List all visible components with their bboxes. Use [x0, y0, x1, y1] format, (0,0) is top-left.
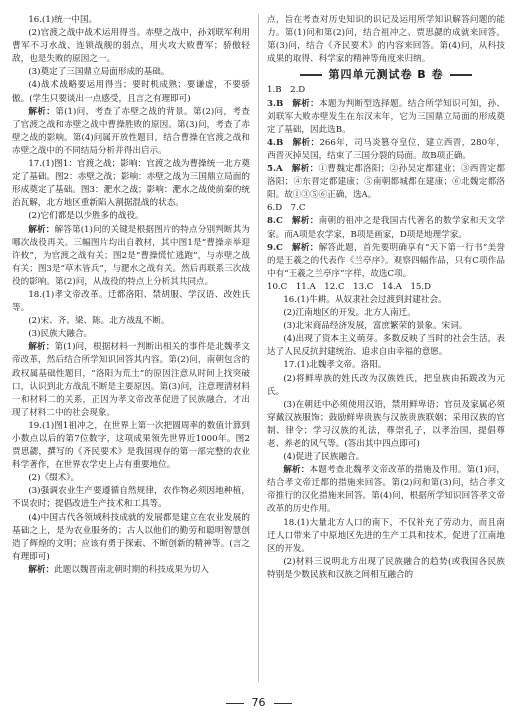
paragraph-text: (2)宋、齐、梁、陈。北方战乱不断。	[28, 316, 170, 327]
right-column	[267, 14, 505, 582]
answer-number: 9.C	[267, 242, 292, 253]
answer-paragraph	[12, 27, 250, 66]
paragraph-text: (2)官渡之战中战术运用得当。赤壁之战中，孙刘联军利用曹军不习水战、连锁战舰的弱点，用火攻大败曹军；骄傲轻敌，也是失败的原因之一。	[12, 28, 250, 65]
explanation-label: 解析：	[291, 164, 319, 175]
title-bar-right	[450, 74, 472, 76]
answer-paragraph	[12, 315, 250, 328]
footer-dash-right	[274, 703, 292, 704]
left-column	[12, 14, 250, 577]
paragraph-text: (4)中国古代各领域科技成就的发展都是建立在农业发展的基础之上，是为农业服务的；古人以他们的勤劳和聪明智慧创造了辉煌的文明；应该有勇于探索、不断创新的精神等。(言之有理即可)	[12, 512, 250, 562]
answer-paragraph	[12, 328, 250, 341]
paragraph-text: 解答第(1)问的关键是根据图片的特点分别判断其为哪次战役再关。三幅图片均出自教材，其中图1是“曹操亲举迎许攸”，为官渡之战有关；图2是“曹操慌忙逃跑”，与赤壁之战有关；图3是“草木皆兵”，与淝水之战有关。然后再联系三次战役的影响。第(2)问，从战役的特点上分析其共同点。	[12, 224, 250, 287]
paragraph-text: (2)《缀术》。	[28, 473, 80, 484]
explanation-label: 解析：	[292, 98, 319, 109]
answer-number: 5.A	[267, 164, 292, 175]
explanation-paragraph	[12, 341, 250, 420]
answer-paragraph	[267, 373, 505, 399]
paragraph-text: (2)材料三说明北方出现了民族融合的趋势(或我国各民族特别是少数民族和汉族之间相互融合的	[267, 556, 505, 580]
answer-paragraph	[12, 210, 250, 223]
answer-paragraph	[267, 307, 505, 320]
answer-number: 4.B	[267, 137, 293, 148]
explanation-label: 解析：	[28, 564, 55, 575]
explanation-paragraph	[267, 98, 505, 137]
answer-paragraph	[267, 320, 505, 333]
answer-paragraph	[12, 485, 250, 511]
explanation-paragraph	[267, 242, 505, 281]
answer-paragraph	[12, 472, 250, 485]
paragraph-text: 本题为判断型选择题。结合所学知识可知，孙、刘联军大败赤壁发生在东汉末年，它为三国鼎立局面的形成奠定了基础，因此选B。	[267, 98, 505, 135]
explanation-paragraph	[267, 464, 505, 516]
paragraph-text: 18.(1)孝文帝改革。迁都洛阳、禁胡服、学汉语、改姓氏等。	[12, 289, 250, 314]
answer-paragraph	[267, 359, 505, 372]
paragraph-text: (4)促进了民族融合。	[283, 452, 365, 463]
section-title-text: 第四单元测试卷 B 卷	[328, 68, 444, 82]
answer-number: 3.B	[267, 98, 293, 109]
title-bar-left	[300, 74, 322, 76]
page-footer	[0, 696, 517, 709]
paragraph-text: (2)江南地区的开发。北方人南迁。	[283, 308, 416, 319]
answer-paragraph	[267, 451, 505, 464]
paragraph-text: 6.D 7.C	[267, 203, 306, 214]
paragraph-text: 南朝的祖冲之是我国古代著名的数学家和天文学家。而A项是农学家，B项是画家，D项是地理学家。	[267, 216, 505, 240]
explanation-label: 解析：	[28, 106, 56, 117]
paragraph-text: 18.(1)大量北方人口的南下，不仅补充了劳动力，而且南迁人口带来了中原地区先进的生产工具和技术，促进了江南地区的开发。	[267, 517, 505, 554]
section-title	[267, 68, 505, 81]
paragraph-text: (2)它们都是以少胜多的战役。	[28, 211, 144, 222]
explanation-paragraph	[267, 137, 505, 163]
explanation-paragraph	[267, 215, 505, 241]
explanation-paragraph	[12, 106, 250, 158]
answer-number: 8.C	[267, 216, 292, 227]
answer-paragraph	[12, 158, 250, 210]
paragraph-text: 此题以魏晋南北朝时期的科技成果为切入	[54, 564, 209, 575]
paragraph-text: 17.(1)北魏孝文帝。洛阳。	[283, 360, 387, 371]
answer-paragraph	[12, 289, 250, 315]
paragraph-text: 266年，司马炎篡夺皇位，建立西晋，280年，西晋灭掉吴国，结束了三国分裂的局面。故B项正确。	[267, 137, 505, 161]
explanation-label: 解析：	[292, 216, 319, 227]
explanation-paragraph	[267, 163, 505, 202]
answer-paragraph	[12, 14, 250, 27]
explanation-label: 解析：	[292, 137, 320, 148]
paragraph-text: 16.(1)牛耕。从奴隶社会过渡到封建社会。	[283, 294, 447, 305]
paragraph-text: (3)民族大融合。	[28, 329, 93, 340]
paragraph-text: 16.(1)统一中国。	[28, 15, 98, 25]
explanation-paragraph	[12, 224, 250, 289]
answer-paragraph	[12, 512, 250, 564]
answer-paragraph	[267, 281, 505, 294]
answer-paragraph	[267, 294, 505, 307]
explanation-paragraph	[12, 564, 250, 577]
explanation-label: 解析：	[283, 465, 310, 476]
column-divider	[258, 14, 259, 682]
answer-paragraph	[12, 420, 250, 472]
paragraph-text: 点，旨在考查对历史知识的识记及运用所学知识解答问题的能力。第(1)问和第(2)问，结合祖冲之、贾思勰的成就来回答。第(3)问，结合《齐民要术》的内容来回答。第(4)问，从科技成果的取得、科学家的精神等角度来归纳。	[267, 15, 505, 65]
answer-paragraph	[267, 556, 505, 582]
paragraph-text: 10.C 11.A 12.C 13.C 14.A 15.D	[267, 281, 431, 292]
answer-paragraph	[12, 79, 250, 105]
paragraph-text: (2)将鲜卑族的姓氏改为汉族姓氏，把皇族由拓跋改为元氏。	[267, 373, 505, 397]
paragraph-text: (3)在朝廷中必须使用汉语，禁用鲜卑语；官员及家属必须穿戴汉族服饰；鼓励鲜卑贵族与汉族贵族联姻；采用汉族的官制、律令；学习汉族的礼法，尊崇孔子，以孝治国，提倡尊老、养老的风气等。(答出其中四点即可)	[267, 399, 505, 449]
paragraph-text: 第(1)问，考查了赤壁之战的背景。第(2)问，考查了官渡之战和赤壁之战中曹操胜败的原因。第(3)问，考查了赤壁之战的影响。第(4)问属开放性题目，结合曹操在官渡之战和赤壁之战中的不同结局分析并得出启示。	[12, 106, 250, 156]
paragraph-text: (3)强调农业生产要遵循自然规律，农作物必须因地种植，不误农时；提倡改进生产技术和工具等。	[12, 486, 250, 510]
answer-paragraph	[267, 333, 505, 359]
answer-paragraph	[267, 202, 505, 215]
paragraph-text: 本题考查北魏孝文帝改革的措施及作用。第(1)问，结合孝文帝迁都的措施来回答。第(2)问和第(3)问，结合孝文帝推行的汉化措施来回答。第(4)问，根据所学知识回答孝文帝改革的历史作用。	[267, 465, 505, 515]
explanation-label: 解析：	[291, 242, 319, 253]
page-number: 76	[251, 696, 266, 709]
footer-dash-left	[226, 703, 244, 704]
answer-paragraph	[267, 399, 505, 451]
paragraph-text: (3)北宋商品经济发展，富庶繁荣的景象。宋词。	[283, 321, 468, 332]
paragraph-text: 解答此题，首先要明确享有“天下第一行书”美誉的是王羲之的代表作《兰亭序》。观察四幅作品，只有C项作品中有“王羲之兰亭序”字样，故选C项。	[267, 242, 505, 279]
explanation-label: 解析：	[28, 342, 55, 353]
paragraph-text: (4)战术战略要运用得当；要时机成熟；要谦虚，不要骄傲。(学生只要谈出一点感受，且言之有理即可)	[12, 80, 250, 104]
paragraph-text: 17.(1)图1：官渡之战；影响：官渡之战为曹操统一北方奠定了基础。图2：赤壁之战；影响：赤壁之战为三国鼎立局面的形成奠定了基础。图3：淝水之战；影响：淝水之战使前秦的统治瓦解，北方地区重新陷入割据混战的状态。	[12, 159, 250, 209]
paragraph-text: 19.(1)图1祖冲之，在世界上第一次把圆周率的数值计算到小数点以后的第7位数字，这项成果领先世界近1000年。图2贾思勰，撰写的《齐民要术》是我国现存的第一部完整的农业科学著作，在世界农学史上占有重要地位。	[12, 420, 250, 471]
paragraph-text: (3)奠定了三国鼎立局面形成的基础。	[28, 67, 170, 78]
paragraph-text: (4)出现了资本主义萌芽。多数反映了当时的社会生活，表达了人民反抗封建统治、追求自由幸福的意愿。	[267, 334, 505, 358]
answer-paragraph	[267, 517, 505, 556]
paragraph-text: 1.B 2.D	[267, 85, 306, 96]
explanation-label: 解析：	[28, 224, 55, 235]
paragraph-text: 第(1)问，根据材料一判断出相关的事件是北魏孝文帝改革，然后结合所学知识回答其内容。第(2)问，南朝包含的政权属基础性题目，“洛阳为荒土”的原因注意从时间上找突破口，认识到北方战乱不断是主要原因。第(3)问，注意理清材料一和材料二的关系，正因为孝文帝改革促进了民族融合，才出现了材料二中的社会现象。	[12, 342, 250, 418]
explanation-paragraph	[267, 14, 505, 66]
paragraph-text: ①曹魏定都洛阳；②孙吴定都建业；③西晋定都洛阳；④东晋定都建康；⑤南朝都城都在建康；⑥北魏定都洛阳。故①③⑤⑥正确，选A。	[267, 164, 505, 201]
answer-paragraph	[12, 66, 250, 79]
answer-paragraph	[267, 84, 505, 97]
